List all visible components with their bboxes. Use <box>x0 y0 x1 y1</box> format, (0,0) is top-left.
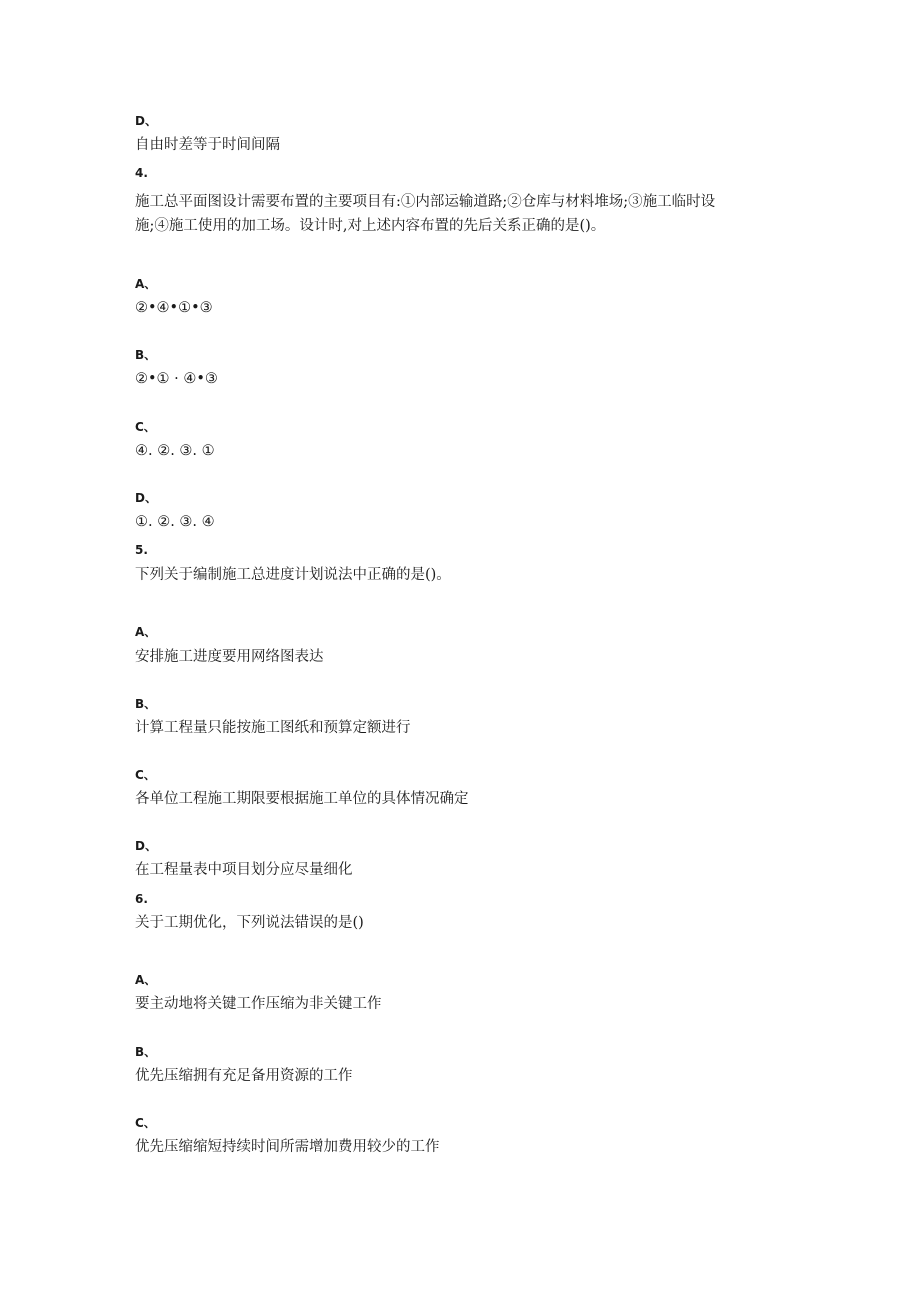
option-text-b: ②•① · ④•③ <box>135 371 218 387</box>
question-number-4: 4. <box>135 166 148 180</box>
question-text-6: 关于工期优化，下列说法错误的是() <box>135 915 364 931</box>
option-text-b: 计算工程量只能按施工图纸和预算定额进行 <box>135 720 411 736</box>
option-text-b: 优先压缩拥有充足备用资源的工作 <box>135 1068 353 1084</box>
question-number-5: 5. <box>135 543 148 557</box>
option-text-c: ④. ②. ③. ① <box>135 443 215 459</box>
option-label-d: D、 <box>135 114 157 128</box>
option-label-a: A、 <box>135 277 157 291</box>
option-text-d: ①. ②. ③. ④ <box>135 514 215 530</box>
option-label-a: A、 <box>135 625 157 639</box>
option-text-a: 安排施工进度要用网络图表达 <box>135 649 324 665</box>
option-text-d: 自由时差等于时间间隔 <box>135 137 280 153</box>
option-label-d: D、 <box>135 491 157 505</box>
option-text-c: 优先压缩缩短持续时间所需增加费用较少的工作 <box>135 1139 440 1155</box>
option-text-a: 要主动地将关键工作压缩为非关键工作 <box>135 996 382 1012</box>
option-text-c: 各单位工程施工期限要根据施工单位的具体情况确定 <box>135 791 469 807</box>
option-text-a: ②•④•①•③ <box>135 300 213 316</box>
question-text-4-line-2: 施;④施工使用的加工场。设计时,对上述内容布置的先后关系正确的是()。 <box>135 218 606 234</box>
option-label-c: C、 <box>135 420 156 434</box>
option-label-b: B、 <box>135 348 157 362</box>
option-label-a: A、 <box>135 973 157 987</box>
option-label-c: C、 <box>135 768 156 782</box>
option-label-c: C、 <box>135 1116 156 1130</box>
question-number-6: 6. <box>135 892 148 906</box>
question-text-5: 下列关于编制施工总进度计划说法中正确的是()。 <box>135 567 451 583</box>
option-label-b: B、 <box>135 697 157 711</box>
option-label-d: D、 <box>135 839 157 853</box>
option-label-b: B、 <box>135 1045 157 1059</box>
option-text-d: 在工程量表中项目划分应尽量细化 <box>135 862 353 878</box>
question-text-4-line-1: 施工总平面图设计需要布置的主要项目有:①内部运输道路;②仓库与材料堆场;③施工临时设 <box>135 194 716 210</box>
